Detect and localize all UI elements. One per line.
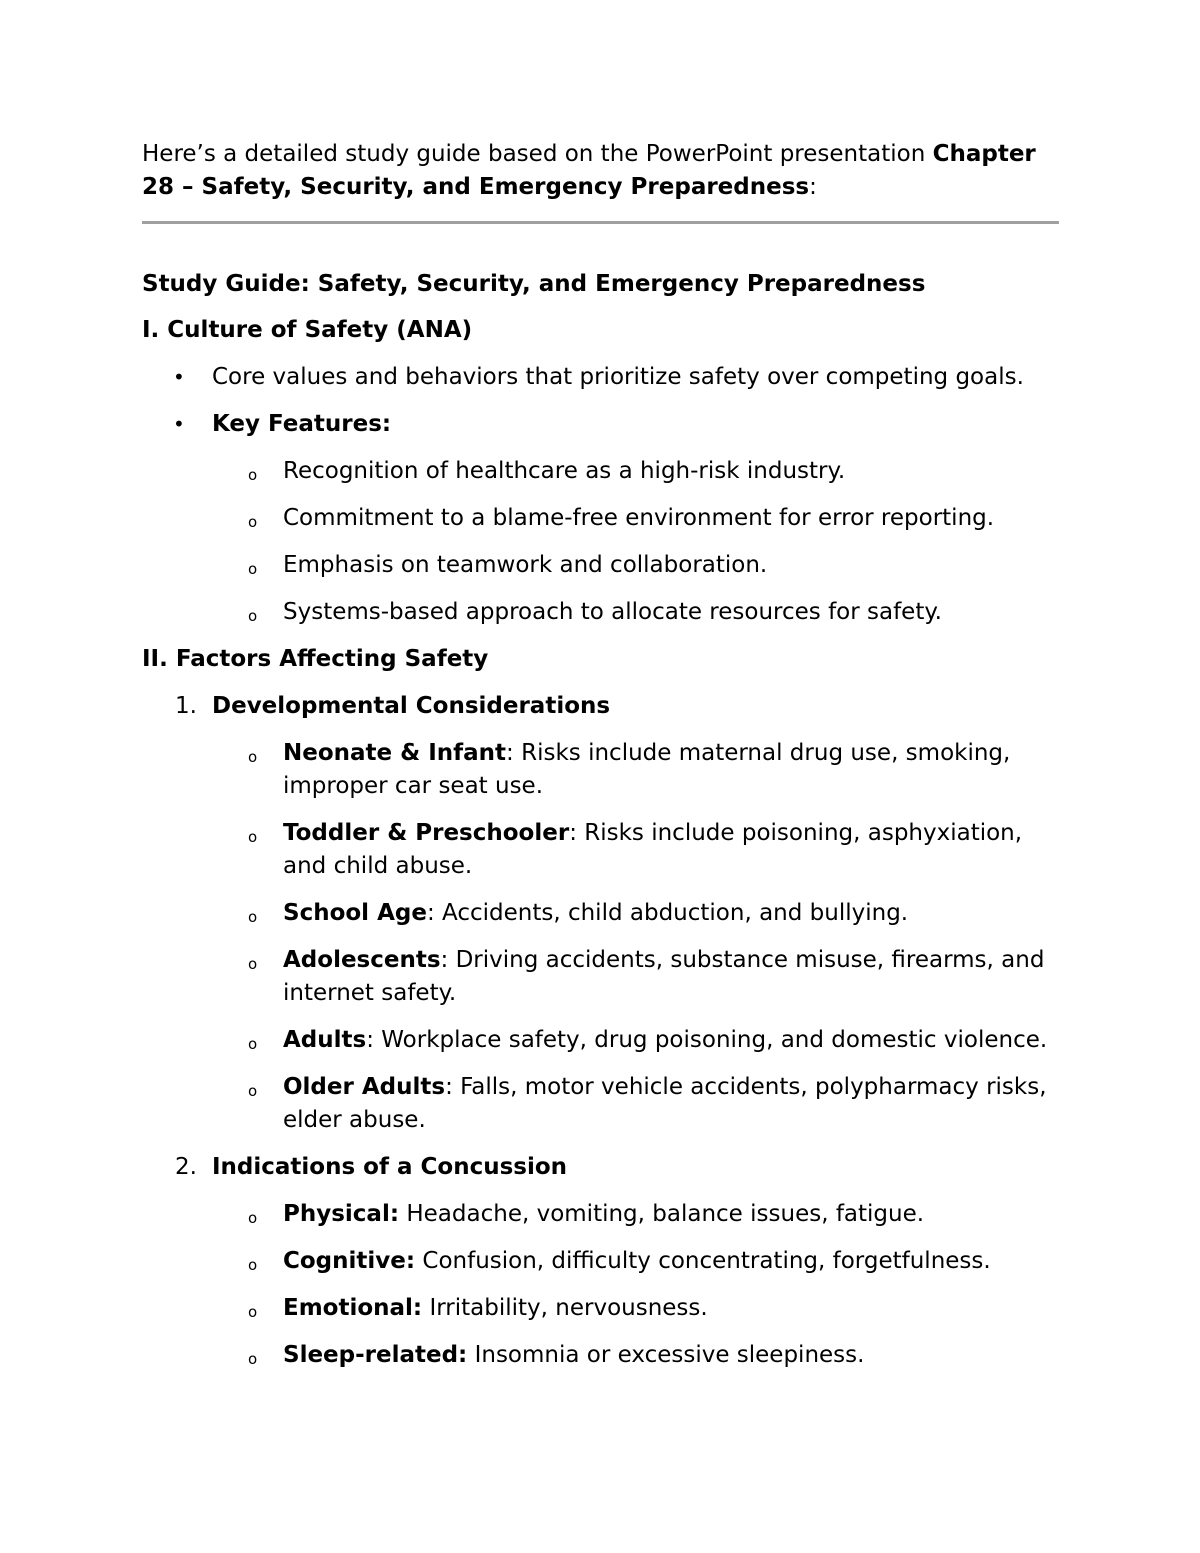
circle-bullet-icon: o xyxy=(248,1035,258,1053)
horizontal-rule xyxy=(142,221,1059,224)
circle-bullet-icon: o xyxy=(248,1082,258,1100)
circle-bullet-icon: o xyxy=(248,466,258,484)
bullet-item xyxy=(142,361,1062,394)
entry-label: Neonate & Infant xyxy=(283,740,507,766)
sub-bullet-item xyxy=(142,1024,1062,1057)
circle-bullet-icon: o xyxy=(248,908,258,926)
sub-bullet-item xyxy=(142,1198,1062,1231)
guide-title: Study Guide: Safety, Security, and Emergency Preparedness xyxy=(142,271,926,297)
circle-bullet-icon: o xyxy=(248,1256,258,1274)
sub-bullet-item xyxy=(142,1292,1062,1325)
entry-separator: : xyxy=(366,1027,382,1053)
document-page xyxy=(142,138,1062,1386)
sub-bullet-item xyxy=(142,1245,1062,1278)
bullet-icon: • xyxy=(173,365,185,389)
sub-bullet-item xyxy=(142,944,1062,1010)
entry-label: Sleep-related: xyxy=(283,1342,468,1368)
circle-bullet-icon: o xyxy=(248,607,258,625)
intro-colon: : xyxy=(809,174,817,200)
entry-label: Cognitive: xyxy=(283,1248,416,1274)
feature-text: Commitment to a blame-free environment for error reporting. xyxy=(283,505,995,531)
sub-bullet-item xyxy=(142,1071,1062,1137)
item-title: Indications of a Concussion xyxy=(212,1154,568,1180)
feature-text: Emphasis on teamwork and collaboration. xyxy=(283,552,768,578)
entry-text: Risks include maternal drug use, smoking, improper car seat use. xyxy=(283,740,1011,799)
circle-bullet-icon: o xyxy=(248,1303,258,1321)
sub-bullet-item xyxy=(142,502,1062,535)
circle-bullet-icon: o xyxy=(248,560,258,578)
bullet-text: Key Features: xyxy=(212,411,392,437)
entry-text: Falls, motor vehicle accidents, polypharmacy risks, elder abuse. xyxy=(283,1074,1047,1133)
entry-text: Accidents, child abduction, and bullying. xyxy=(442,900,909,926)
section-heading-culture-of-safety: I. Culture of Safety (ANA) xyxy=(142,317,473,343)
entry-label: Emotional: xyxy=(283,1295,423,1321)
entry-separator xyxy=(467,1342,474,1368)
intro-chapter-title: Chapter 28 – Safety, Security, and Emergency Preparedness xyxy=(142,141,1036,200)
sub-bullet-item xyxy=(142,817,1062,883)
sub-bullet-item xyxy=(142,549,1062,582)
entry-text: Risks include poisoning, asphyxiation, and child abuse. xyxy=(283,820,1023,879)
sub-bullet-item xyxy=(142,897,1062,930)
numbered-item xyxy=(142,1151,1062,1184)
bullet-item xyxy=(142,408,1062,441)
entry-text: Confusion, difficulty concentrating, forgetfulness. xyxy=(422,1248,991,1274)
item-number: 2. xyxy=(175,1154,197,1180)
entry-label: Toddler & Preschooler xyxy=(283,820,570,846)
entry-text: Irritability, nervousness. xyxy=(429,1295,708,1321)
entry-separator: : xyxy=(569,820,585,846)
entry-separator: : xyxy=(445,1074,461,1100)
entry-text: Headache, vomiting, balance issues, fatigue. xyxy=(406,1201,925,1227)
bullet-text: Core values and behaviors that prioritize safety over competing goals. xyxy=(212,364,1024,390)
entry-label: School Age xyxy=(283,900,427,926)
sub-bullet-item xyxy=(142,737,1062,803)
item-title: Developmental Considerations xyxy=(212,693,611,719)
entry-label: Adults xyxy=(283,1027,367,1053)
circle-bullet-icon: o xyxy=(248,828,258,846)
bullet-icon: • xyxy=(173,412,185,436)
entry-separator: : xyxy=(426,900,442,926)
feature-text: Recognition of healthcare as a high-risk industry. xyxy=(283,458,846,484)
sub-bullet-item xyxy=(142,596,1062,629)
entry-separator: : xyxy=(506,740,522,766)
entry-text: Insomnia or excessive sleepiness. xyxy=(474,1342,865,1368)
intro-text: Here’s a detailed study guide based on the PowerPoint presentation xyxy=(142,141,933,167)
section-heading-factors-affecting-safety: II. Factors Affecting Safety xyxy=(142,646,489,672)
entry-separator: : xyxy=(440,947,456,973)
circle-bullet-icon: o xyxy=(248,955,258,973)
entry-text: Workplace safety, drug poisoning, and domestic violence. xyxy=(381,1027,1048,1053)
entry-label: Physical: xyxy=(283,1201,400,1227)
feature-text: Systems-based approach to allocate resources for safety. xyxy=(283,599,942,625)
circle-bullet-icon: o xyxy=(248,748,258,766)
sub-bullet-item xyxy=(142,455,1062,488)
entry-label: Older Adults xyxy=(283,1074,446,1100)
circle-bullet-icon: o xyxy=(248,1209,258,1227)
intro-paragraph xyxy=(142,138,1062,204)
sub-bullet-item xyxy=(142,1339,1062,1372)
entry-text: Driving accidents, substance misuse, firearms, and internet safety. xyxy=(283,947,1045,1006)
item-number: 1. xyxy=(175,693,197,719)
entry-label: Adolescents xyxy=(283,947,441,973)
numbered-item xyxy=(142,690,1062,723)
circle-bullet-icon: o xyxy=(248,1350,258,1368)
circle-bullet-icon: o xyxy=(248,513,258,531)
